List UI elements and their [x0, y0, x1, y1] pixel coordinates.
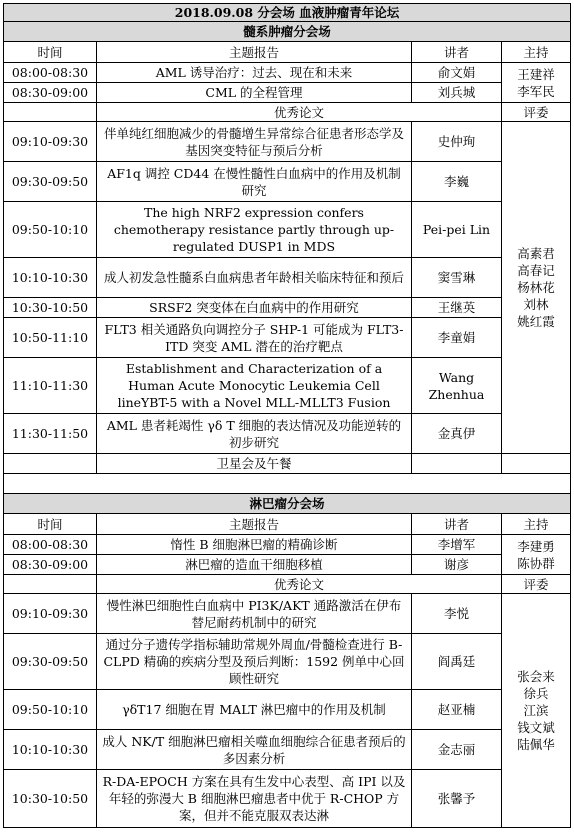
- col-header-host: 主持: [502, 514, 571, 535]
- session-time: 08:00-08:30: [4, 63, 97, 83]
- paper-time: 10:30-10:50: [4, 298, 97, 318]
- paper-title: SRSF2 突变体在白血病中的作用研究: [97, 298, 412, 318]
- paper-speaker: 金志丽: [412, 730, 502, 770]
- session-time: 08:30-09:00: [4, 83, 97, 103]
- host-cell: [502, 63, 571, 103]
- paper-speaker: 阎禹廷: [412, 634, 502, 690]
- paper-time: 09:30-09:50: [4, 162, 97, 202]
- paper-speaker: Pei-pei Lin: [412, 202, 502, 258]
- paper-time: 09:50-10:10: [4, 690, 97, 730]
- session-topic: AML 诱导治疗：过去、现在和未来: [97, 63, 412, 83]
- paper-title: AF1q 调控 CD44 在慢性髓性白血病中的作用及机制研究: [97, 162, 412, 202]
- col-header-host: 主持: [502, 42, 571, 63]
- col-header-speaker: 讲者: [412, 42, 502, 63]
- section-title-lymphoma: 淋巴瘤分会场: [4, 494, 571, 514]
- paper-title: γδT17 细胞在胃 MALT 淋巴瘤中的作用及机制: [97, 690, 412, 730]
- session-speaker: 谢彦: [412, 555, 502, 575]
- session-topic: CML 的全程管理: [97, 83, 412, 103]
- col-header-topic: 主题报告: [97, 42, 412, 63]
- paper-title: FLT3 相关通路负向调控分子 SHP-1 可能成为 FLT3-ITD 突变 AML 潜在的治疗靶点: [97, 318, 412, 358]
- paper-time: 09:50-10:10: [4, 202, 97, 258]
- host-name: 陈协群: [517, 555, 555, 571]
- session-speaker: 李增军: [412, 535, 502, 555]
- paper-speaker: 李童娟: [412, 318, 502, 358]
- paper-title: 通过分子遗传学指标辅助常规外周血/骨髓检查进行 B-CLPD 精确的疾病分型及预后判断：1592 例单中心回顾性研究: [97, 634, 412, 690]
- paper-speaker: Wang Zhenhua: [412, 358, 502, 414]
- schedule-table: [3, 3, 571, 828]
- judges-cell: [502, 594, 571, 828]
- spacer-row: [4, 474, 571, 494]
- paper-speaker: 李悦: [412, 594, 502, 634]
- session-time: 08:30-09:00: [4, 555, 97, 575]
- paper-title: AML 患者耗竭性 γδ T 细胞的表达情况及功能逆转的初步研究: [97, 414, 412, 454]
- blank-cell: [4, 575, 97, 594]
- paper-speaker: 李巍: [412, 162, 502, 202]
- paper-speaker: 张馨予: [412, 770, 502, 828]
- judge-name: 杨林花: [517, 280, 555, 295]
- paper-time: 10:50-11:10: [4, 318, 97, 358]
- lunch-label: 卫星会及午餐: [97, 454, 412, 474]
- blank-cell: [412, 454, 502, 474]
- judge-name: 陆佩华: [517, 737, 555, 752]
- blank-cell: [502, 454, 571, 474]
- session-speaker: 俞文娟: [412, 63, 502, 83]
- host-name: 李军民: [517, 83, 555, 99]
- judge-name: 高春记: [517, 263, 555, 278]
- judge-name: 姚红霞: [517, 314, 555, 329]
- paper-speaker: 史仲珣: [412, 122, 502, 162]
- paper-title: The high NRF2 expression confers chemotherapy resistance partly through up-regulated DUSP1 in MDS: [97, 202, 412, 258]
- host-name: 李建勇: [517, 538, 555, 554]
- judge-name: 徐兵: [523, 686, 549, 701]
- paper-time: 09:30-09:50: [4, 634, 97, 690]
- col-header-speaker: 讲者: [412, 514, 502, 535]
- judge-name: 高素君: [517, 246, 555, 261]
- paper-time: 09:10-09:30: [4, 122, 97, 162]
- section-title-myeloid: 髓系肿瘤分会场: [4, 22, 571, 42]
- papers-heading: 优秀论文: [97, 103, 502, 122]
- papers-heading: 优秀论文: [97, 575, 502, 594]
- col-header-time: 时间: [4, 514, 97, 535]
- paper-title: 伴单纯红细胞减少的骨髓增生异常综合征患者形态学及基因突变特征与预后分析: [97, 122, 412, 162]
- judges-heading: 评委: [502, 575, 571, 594]
- judge-name: 刘林: [523, 297, 549, 312]
- paper-time: 11:30-11:50: [4, 414, 97, 454]
- host-cell: [502, 535, 571, 575]
- col-header-time: 时间: [4, 42, 97, 63]
- paper-title: Establishment and Characterization of a Human Acute Monocytic Leukemia Cell lineYBT-5 with a Novel MLL-MLLT3 Fusion: [97, 358, 412, 414]
- blank-cell: [4, 454, 97, 474]
- paper-speaker: 窦雪琳: [412, 258, 502, 298]
- paper-time: 10:30-10:50: [4, 770, 97, 828]
- paper-time: 10:10-10:30: [4, 258, 97, 298]
- paper-speaker: 王继英: [412, 298, 502, 318]
- paper-time: 11:10-11:30: [4, 358, 97, 414]
- judge-name: 江滨: [523, 703, 549, 718]
- session-time: 08:00-08:30: [4, 535, 97, 555]
- judge-name: 张会来: [517, 669, 555, 684]
- blank-cell: [4, 103, 97, 122]
- judge-name: 钱文斌: [517, 720, 555, 735]
- paper-title: 成人 NK/T 细胞淋巴瘤相关噬血细胞综合征患者预后的多因素分析: [97, 730, 412, 770]
- host-name: 王建祥: [517, 66, 555, 82]
- session-topic: 淋巴瘤的造血干细胞移植: [97, 555, 412, 575]
- col-header-topic: 主题报告: [97, 514, 412, 535]
- paper-speaker: 金真伊: [412, 414, 502, 454]
- paper-title: 慢性淋巴细胞性白血病中 PI3K/AKT 通路激活在伊布替尼耐药机制中的研究: [97, 594, 412, 634]
- judges-heading: 评委: [502, 103, 571, 122]
- judges-cell: [502, 122, 571, 454]
- paper-time: 10:10-10:30: [4, 730, 97, 770]
- session-speaker: 刘兵城: [412, 83, 502, 103]
- paper-speaker: 赵亚楠: [412, 690, 502, 730]
- paper-time: 09:10-09:30: [4, 594, 97, 634]
- paper-title: R-DA-EPOCH 方案在具有生发中心表型、高 IPI 以及年轻的弥漫大 B 细胞淋巴瘤患者中优于 R-CHOP 方案，但并不能克服双表达淋: [97, 770, 412, 828]
- paper-title: 成人初发急性髓系白血病患者年龄相关临床特征和预后: [97, 258, 412, 298]
- session-topic: 惰性 B 细胞淋巴瘤的精确诊断: [97, 535, 412, 555]
- forum-title: 2018.09.08 分会场 血液肿瘤青年论坛: [4, 4, 571, 22]
